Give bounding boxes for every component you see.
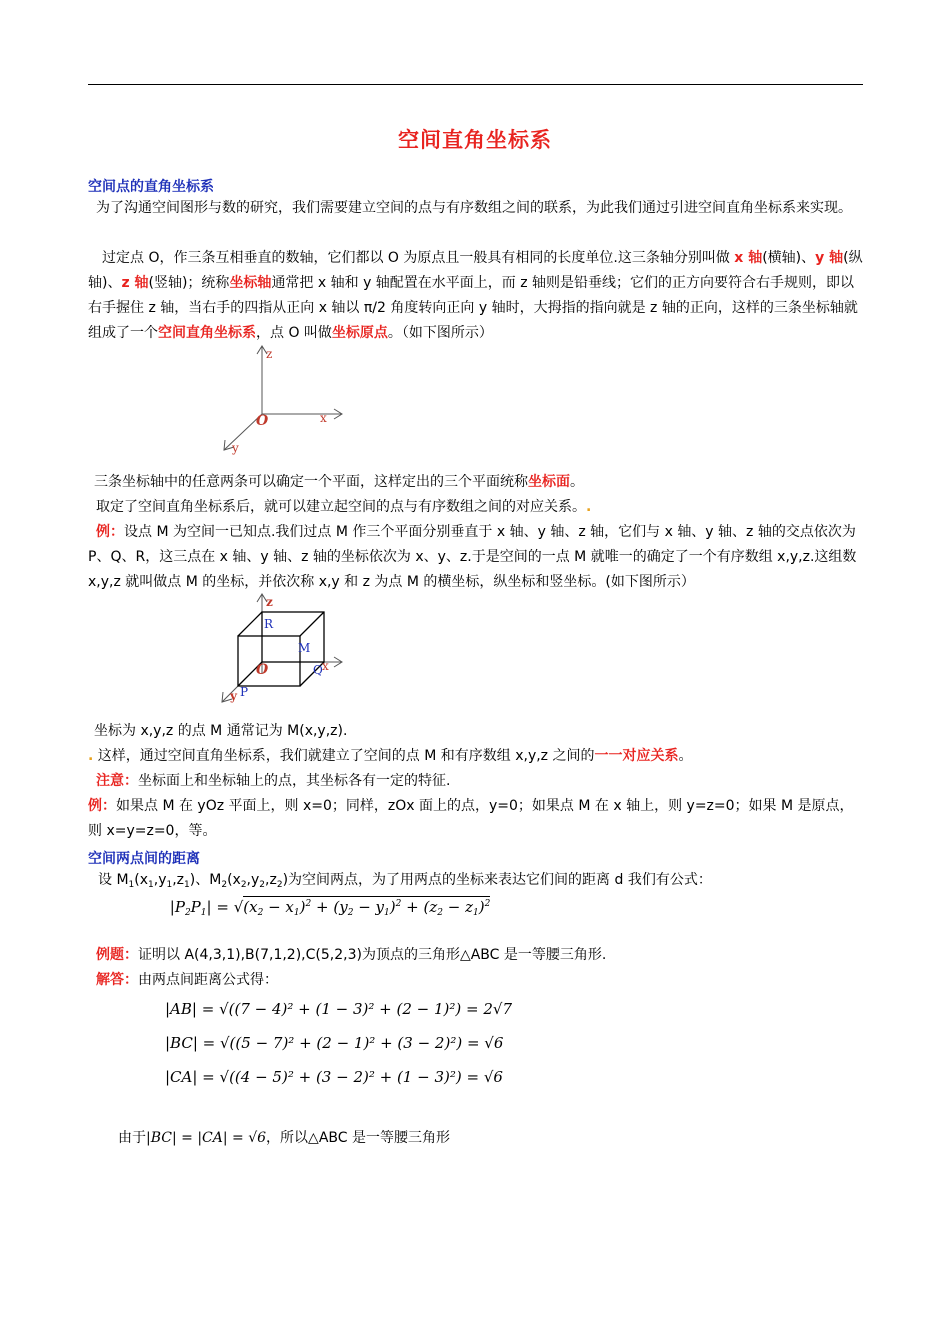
axes-paragraph: 过定点 O，作三条互相垂直的数轴，它们都以 O 为原点且一般具有相同的长度单位.这三条轴分别叫做 x 轴(横轴)、y 轴(纵轴)、z 轴(竖轴)；统称坐标轴通常把 x 轴和 y 轴配置在水平面上，而 z 轴则是铅垂线；它们的正方向要符合右手规则，即以右手握住 z 轴，当右手的四指从正向 x 轴以 π/2 角度转向正向 y 轴时，大拇指的指向就是 z 轴的正向，这样的三条坐标轴就组成了一个空间直角坐标系，点 O 叫做坐标原点。（如下图所示）: [88, 250, 863, 341]
coordinate-planes-paragraph: 三条坐标轴中的任意两条可以确定一个平面，这样定出的三个平面统称坐标面。: [94, 474, 584, 490]
correspondence-paragraph: 取定了空间直角坐标系后，就可以建立起空间的点与有序数组之间的对应关系。.: [96, 499, 592, 515]
fig2-m-label: M: [298, 641, 311, 655]
fig2-origin-label: O: [256, 662, 269, 678]
bc-formula: |BC| = √((5 − 7)² + (2 − 1)² + (3 − 2)²) = √6: [165, 1034, 504, 1052]
distance-formula: $|P_2P_1| = √(x_2 - x_1)^2 + (y_2 - y_1)^2 + (z_2 - z_1)^2$: [169, 898, 491, 918]
fig2-x-label: x: [322, 659, 329, 673]
answer-paragraph: 解答：由两点间距离公式得：: [96, 972, 278, 988]
fig2-y-label: y: [230, 689, 237, 703]
conclusion-formula: |BC| = |CA| = √6: [146, 1130, 267, 1146]
distance-intro-paragraph: 设 $M_1(x_1,y_1,z_1)$、$M_2(x_2,y_2,z_2)$为空间两点，为了用两点的坐标来表达它们间的距离 d 我们有公式：: [98, 872, 712, 890]
ab-formula: |AB| = √((7 − 4)² + (1 − 3)² + (2 − 1)²) = 2√7: [165, 1000, 513, 1018]
problem-paragraph: 例题：证明以 A(4,3,1),B(7,1,2),C(5,2,3)为顶点的三角形△ABC 是一等腰三角形.: [96, 947, 607, 963]
fig1-z-label: z: [266, 347, 273, 361]
notation-paragraph: 坐标为 x,y,z 的点 M 通常记为 M(x,y,z).: [94, 723, 348, 739]
fig1-x-label: x: [320, 411, 327, 425]
intro-paragraph: 为了沟通空间图形与数的研究，我们需要建立空间的点与有序数组之间的联系，为此我们通过引进空间直角坐标系来实现。: [96, 200, 852, 216]
section-heading-distance: 空间两点间的距离: [88, 851, 200, 867]
fig2-r-label: R: [264, 617, 274, 631]
one-to-one-paragraph: . 这样，通过空间直角坐标系，我们就建立了空间的点 M 和有序数组 x,y,z 之间的一一对应关系。: [88, 748, 693, 764]
example-paragraph: 例：设点 M 为空间一已知点.我们过点 M 作三个平面分别垂直于 x 轴、y 轴、z 轴，它们与 x 轴、y 轴、z 轴的交点依次为 P、Q、R，这三点在 x 轴、y 轴、z 轴的坐标依次为 x、y、z.于是空间的一点 M 就唯一的确定了一个有序数组 x,y,z.这组数 x,y,z 就叫做点 M 的坐标，并依次称 x,y 和 z 为点 M 的横坐标，纵坐标和竖坐标。(如下图所示）: [88, 524, 857, 590]
note-paragraph: 注意：坐标面上和坐标轴上的点，其坐标各有一定的特征.: [96, 773, 451, 789]
fig2-q-label: Q: [313, 663, 323, 677]
page-title: 空间直角坐标系: [398, 128, 552, 152]
fig2-p-label: P: [240, 685, 249, 699]
example2-paragraph: 例：如果点 M 在 yOz 平面上，则 x=0；同样，zOx 面上的点，y=0；如果点 M 在 x 轴上，则 y=z=0；如果 M 是原点，则 x=y=z=0，等。: [88, 798, 854, 839]
axes-figure: [210, 340, 360, 460]
ca-formula: |CA| = √((4 − 5)² + (3 − 2)² + (1 − 3)²) = √6: [165, 1068, 503, 1086]
fig1-origin-label: O: [256, 413, 269, 429]
header-rule: [88, 84, 863, 85]
fig1-y-label: y: [232, 441, 239, 455]
fig2-z-label: z: [266, 595, 273, 609]
conclusion-paragraph: 由于|BC| = |CA| = √6，所以△ABC 是一等腰三角形: [118, 1130, 450, 1146]
section-heading-coordinates: 空间点的直角坐标系: [88, 179, 214, 195]
point-m-figure: [210, 590, 360, 705]
